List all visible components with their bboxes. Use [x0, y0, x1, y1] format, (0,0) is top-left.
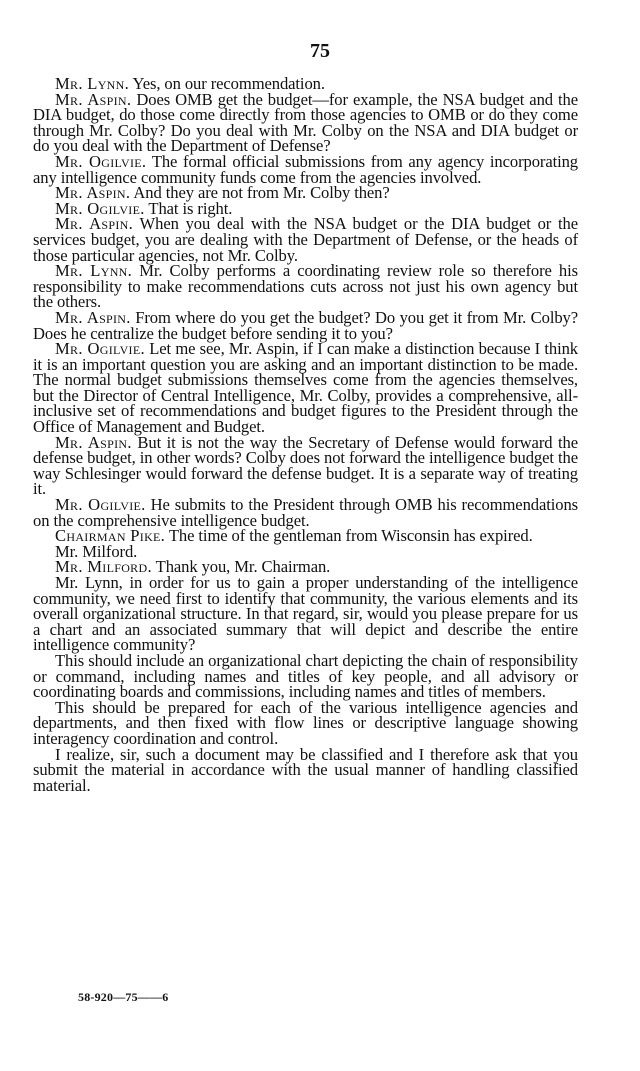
paragraph	[33, 575, 578, 653]
print-code: 58-920—75——6	[78, 990, 169, 1004]
paragraph-text: Mr. Colby performs a coordinating review role so therefore his responsibility to make recommendations cuts across not just his own agency but the others.	[33, 261, 578, 312]
speaker-name: Mr. Ogilvie.	[55, 151, 147, 171]
paragraph-text: But it is not the way the Secretary of Defense would forward the defense budget, in other words? Colby does not forward the intelligence budget the way Schlesinger would forward the defense budget. It is a separate way of treating it.	[33, 432, 579, 499]
speaker-name: Mr. Lynn.	[55, 261, 133, 281]
paragraph	[33, 89, 579, 156]
paragraph-text: From where do you get the budget? Do you get it from Mr. Colby? Does he centralize the budget before sending it to you?	[33, 307, 578, 343]
paragraph	[33, 216, 578, 263]
document-body	[33, 76, 578, 793]
paragraph-text: Does OMB get the budget—for example, the NSA budget and the DIA budget, do those come directly from those agencies to OMB or do they come through Mr. Colby? Do you deal with Mr. Colby on the NSA and DIA budget or do you deal with the Department of Defense?	[33, 89, 579, 156]
paragraph-text: Mr. Lynn, in order for us to gain a proper understanding of the intelligence community, we need first to identify that community, the various elements and its overall organizational structure. In that regard, sir, would you please prepare for us a chart and an associated summary that will depict and describe the entire intelligence community?	[33, 573, 578, 655]
speaker-name: Mr. Aspin.	[55, 183, 131, 203]
paragraph-text: Yes, on our recommendation.	[129, 74, 325, 93]
speaker-name: Chairman Pike.	[55, 526, 166, 546]
paragraph	[33, 497, 578, 528]
paragraph	[33, 744, 578, 795]
paragraph	[33, 307, 578, 343]
speaker-name: Mr. Aspin.	[55, 89, 132, 109]
paragraph-text: And they are not from Mr. Colby then?	[130, 183, 390, 203]
paragraph-text: The formal official submissions from any agency incorporating any intelligence community funds come from the agencies involved.	[33, 151, 578, 187]
paragraph	[33, 697, 578, 748]
paragraph	[33, 341, 578, 435]
paragraph-text: He submits to the President through OMB his recommendations on the comprehensive intelligence budget.	[33, 495, 579, 530]
speaker-name: Mr. Milford.	[55, 557, 152, 577]
paragraph	[33, 151, 578, 187]
paragraph-text: Let me see, Mr. Aspin, if I can make a distinction because I think it is an important question you are asking and an important distinction to be made. The normal budget submissions themselves come from the agencies themselves, but the Director of Central Intelligence, Mr. Colby, provides a comprehensive, all-inclusive set of recommendations and budget figures to the President through the Office of Management and Budget.	[33, 339, 578, 437]
paragraph-text: This should be prepared for each of the various intelligence agencies and departments, and then fixed with flow lines or descriptive language showing interagency coordination and control.	[33, 697, 578, 748]
page-number: 75	[310, 40, 330, 62]
paragraph-text: I realize, sir, such a document may be classified and I therefore ask that you submit the material in accordance with the usual manner of handling classified material.	[33, 744, 578, 795]
speaker-name: Mr. Aspin.	[55, 307, 131, 327]
paragraph-text: Mr. Milford.	[55, 541, 138, 561]
speaker-name: Mr. Ogilvie.	[55, 198, 145, 218]
paragraph-text: This should include an organizational chart depicting the chain of responsibility or command, including names and titles of key people, and all advisory or coordinating boards and commissions, including names and titles of members.	[33, 650, 578, 702]
paragraph-text: When you deal with the NSA budget or the DIA budget or the services budget, you are dealing with the Department of Defense, or the heads of those particular agencies, not Mr. Colby.	[33, 214, 578, 265]
speaker-name: Mr. Lynn.	[55, 74, 130, 93]
speaker-name: Mr. Aspin.	[55, 214, 134, 234]
speaker-name: Mr. Aspin.	[55, 432, 132, 452]
paragraph-text: That is right.	[144, 198, 233, 218]
paragraph-text: The time of the gentleman from Wisconsin has expired.	[165, 526, 533, 546]
paragraph	[33, 650, 578, 702]
speaker-name: Mr. Ogilvie.	[55, 495, 146, 515]
paragraph	[33, 263, 578, 310]
paragraph-text: Thank you, Mr. Chairman.	[151, 557, 331, 577]
speaker-name: Mr. Ogilvie.	[55, 339, 145, 359]
paragraph	[33, 432, 579, 499]
